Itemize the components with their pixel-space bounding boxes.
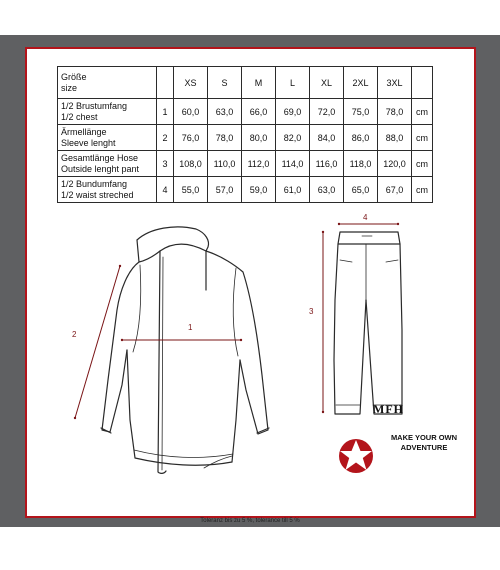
header-de: Größe — [61, 71, 87, 82]
size-xs: XS — [174, 67, 208, 99]
unit-cell: cm — [412, 177, 433, 203]
table-cell: 76,0 — [174, 125, 208, 151]
label-waist: 4 — [363, 213, 368, 222]
row-label-en: Sleeve lenght — [61, 137, 116, 148]
label-pant-length: 3 — [309, 307, 314, 316]
brand-slogan — [364, 433, 484, 453]
row-index: 4 — [157, 177, 174, 203]
table-cell: 116,0 — [310, 151, 344, 177]
row-label-de: 1/2 Brustumfang — [61, 100, 128, 111]
table-cell: 60,0 — [174, 99, 208, 125]
table-cell: 88,0 — [378, 125, 412, 151]
jacket-illustration — [101, 227, 269, 473]
table-cell: 114,0 — [276, 151, 310, 177]
size-3xl: 3XL — [378, 67, 412, 99]
measurement-lines — [75, 224, 398, 418]
size-2xl: 2XL — [344, 67, 378, 99]
unit-cell: cm — [412, 99, 433, 125]
table-cell: 110,0 — [208, 151, 242, 177]
table-cell: 63,0 — [208, 99, 242, 125]
measurement-ticks — [74, 223, 399, 419]
label-chest: 1 — [188, 323, 193, 332]
table-cell: 57,0 — [208, 177, 242, 203]
row-label-en: 1/2 waist streched — [61, 189, 134, 200]
table-cell: 75,0 — [344, 99, 378, 125]
table-cell: 120,0 — [378, 151, 412, 177]
tolerance-note: Toleranz bis zu 5 %, tolerance till 5 % — [200, 518, 300, 524]
row-label-de: Gesamtlänge Hose — [61, 152, 139, 163]
unit-cell: cm — [412, 125, 433, 151]
table-cell: 118,0 — [344, 151, 378, 177]
table-cell: 72,0 — [310, 99, 344, 125]
table-cell: 108,0 — [174, 151, 208, 177]
pants-illustration — [334, 232, 402, 414]
table-cell: 63,0 — [310, 177, 344, 203]
row-label-de: Ärmellänge — [61, 126, 107, 137]
table-cell: 65,0 — [344, 177, 378, 203]
size-xl: XL — [310, 67, 344, 99]
row-index: 2 — [157, 125, 174, 151]
size-m: M — [242, 67, 276, 99]
table-cell: 66,0 — [242, 99, 276, 125]
table-cell: 86,0 — [344, 125, 378, 151]
table-cell: 59,0 — [242, 177, 276, 203]
row-label-en: Outside lenght pant — [61, 163, 140, 174]
row-label-en: 1/2 chest — [61, 111, 98, 122]
size-s: S — [208, 67, 242, 99]
row-index: 1 — [157, 99, 174, 125]
table-cell: 55,0 — [174, 177, 208, 203]
table-cell: 84,0 — [310, 125, 344, 151]
table-cell: 78,0 — [208, 125, 242, 151]
table-cell: 67,0 — [378, 177, 412, 203]
size-l: L — [276, 67, 310, 99]
brand-name: MFH — [373, 402, 404, 416]
row-label-de: 1/2 Bundumfang — [61, 178, 128, 189]
slogan-line-2: ADVENTURE — [400, 443, 448, 452]
header-en: size — [61, 82, 78, 93]
label-sleeve: 2 — [72, 330, 77, 339]
table-cell: 61,0 — [276, 177, 310, 203]
table-cell: 82,0 — [276, 125, 310, 151]
table-cell: 78,0 — [378, 99, 412, 125]
table-cell: 80,0 — [242, 125, 276, 151]
table-cell: 112,0 — [242, 151, 276, 177]
slogan-line-1: MAKE YOUR OWN — [390, 433, 458, 442]
row-index: 3 — [157, 151, 174, 177]
table-cell: 69,0 — [276, 99, 310, 125]
unit-cell: cm — [412, 151, 433, 177]
